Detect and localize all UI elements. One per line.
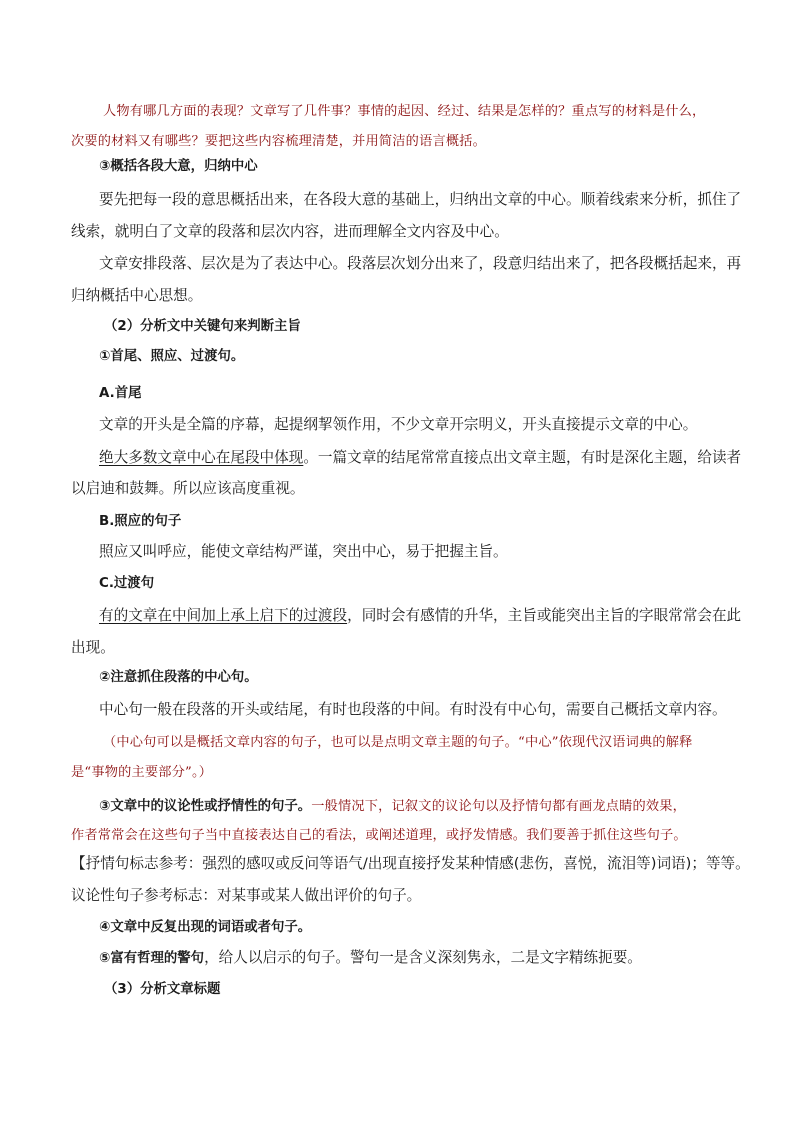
heading-repeated-words: ④文章中反复出现的词语或者句子。 [99, 920, 312, 935]
paragraph-transition-line-1 [99, 606, 741, 626]
heading-head-tail-transition: ①首尾、照应、过渡句。 [99, 349, 245, 364]
paragraph-structure-line-2: 归纳概括中心思想。 [71, 287, 203, 304]
paragraph-argumentative-line-2: 作者常常会在这些句子当中直接表达自己的看法，或阐述道理，或抒发情感。我们要善于抓住这些句子。 [71, 828, 687, 843]
paragraph-lyrical-markers: 【抒情句标志参考：强烈的感叹或反问等语气/出现直接抒发某种情感(悲伤，喜悦，流泪等)词语)；等等。 [71, 855, 750, 872]
note-line-2: 是“事物的主要部分”。） [71, 765, 213, 780]
underlined-phrase: 有的文章在中间加上承上启下的过渡段 [99, 607, 348, 624]
paragraph-summarize-line-2: 线索，就明白了文章的段落和层次内容，进而理解全文内容及中心。 [71, 223, 509, 240]
paragraph-aphorism-rest: ，给人以启示的句子。警句一是含义深刻隽永，二是文字精练扼要。 [204, 949, 642, 966]
heading-argumentative-lyrical: ③文章中的议论性或抒情性的句子。 [99, 799, 312, 814]
heading-a-head-tail: A.首尾 [99, 386, 142, 401]
heading-b-echo: B.照应的句子 [99, 514, 182, 529]
heading-c-transition: C.过渡句 [99, 576, 155, 591]
paragraph-argumentative-line-1 [99, 796, 686, 817]
heading-aphorism: ⑤富有哲理的警句 [99, 951, 205, 966]
paragraph-argumentative-red: 一般情况下，记叙文的议论句以及抒情句都有画龙点睛的效果， [311, 799, 687, 814]
paragraph-transition-rest: ，同时会有感情的升华，主旨或能突出主旨的字眼常常会在此 [347, 607, 742, 624]
paragraph-structure-line-1: 文章安排段落、层次是为了表达中心。段落层次划分出来了，段意归结出来了，把各段概括起来，再 [99, 255, 742, 272]
paragraph-opening: 文章的开头是全篇的序幕，起提纲挈领作用，不少文章开宗明义，开头直接提示文章的中心。 [99, 416, 698, 433]
paragraph-summarize-line-1: 要先把每一段的意思概括出来，在各段大意的基础上，归纳出文章的中心。顺着线索来分析，抓住了 [99, 191, 742, 208]
paragraph-echo: 照应又叫呼应，能使文章结构严谨，突出中心，易于把握主旨。 [99, 543, 508, 560]
paragraph-ending-rest: 。一篇文章的结尾常常直接点出文章主题，有时是深化主题，给读者 [303, 449, 742, 466]
section-2-heading: （2）分析文中关键句来判断主旨 [104, 319, 301, 334]
paragraph-transition-line-2: 出现。 [71, 639, 115, 656]
paragraph-questions-line-1: 人物有哪几方面的表现？文章写了几件事？事情的起因、经过、结果是怎样的？重点写的材料是什么， [103, 104, 706, 119]
section-3-heading: （3）分析文章标题 [104, 982, 221, 997]
paragraph-ending-line-2: 以启迪和鼓舞。所以应该高度重视。 [71, 480, 305, 497]
paragraph-questions-line-2: 次要的材料又有哪些？要把这些内容梳理清楚，并用简洁的语言概括。 [71, 134, 487, 149]
paragraph-aphorism [99, 948, 642, 969]
heading-summarize-paragraphs: ③概括各段大意，归纳中心 [99, 159, 258, 174]
heading-central-sentence: ②注意抓住段落的中心句。 [99, 670, 258, 685]
note-line-1: （中心句可以是概括文章内容的句子，也可以是点明文章主题的句子。“中心”依现代汉语词典的解释 [103, 735, 693, 750]
paragraph-central-sentence: 中心句一般在段落的开头或结尾，有时也段落的中间。有时没有中心句，需要自己概括文章内容。 [99, 701, 727, 718]
paragraph-ending-line-1 [99, 448, 741, 468]
underlined-phrase: 绝大多数文章中心在尾段中体现 [99, 449, 304, 466]
paragraph-argumentative-markers: 议论性句子参考标志：对某事或某人做出评价的句子。 [71, 887, 422, 904]
